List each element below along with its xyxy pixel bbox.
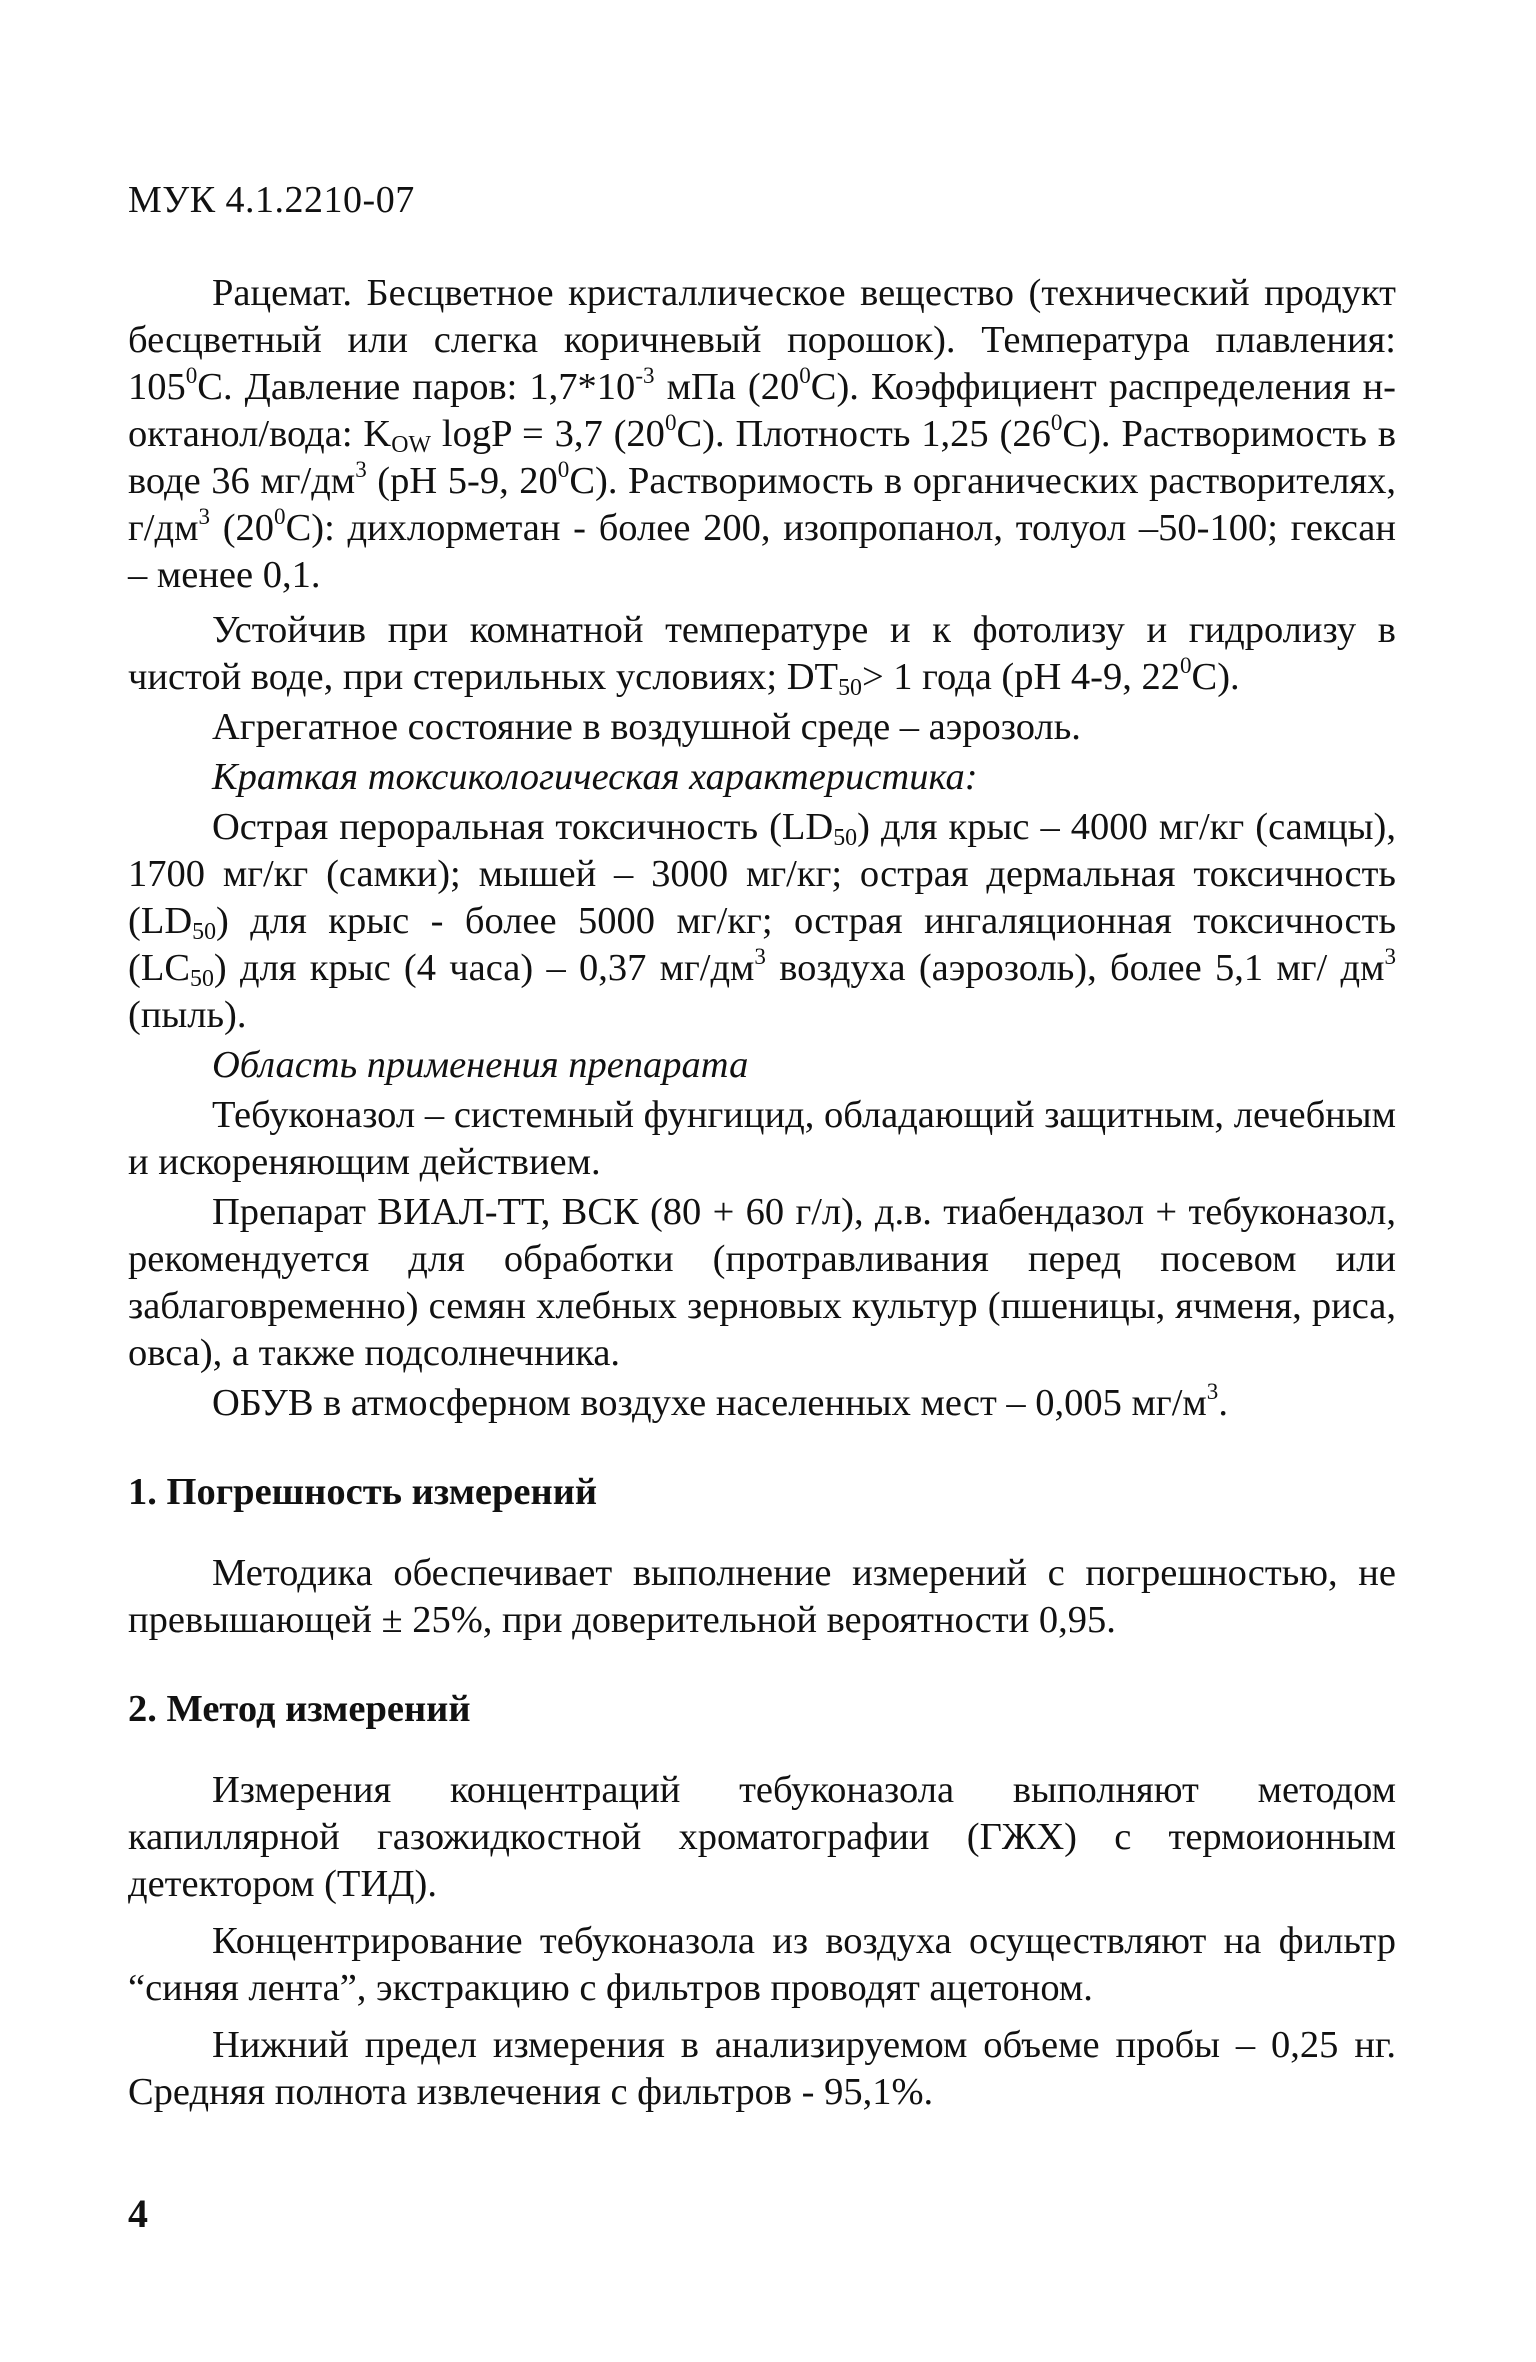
superscript: 3	[754, 942, 766, 969]
obuv-paragraph	[128, 1377, 1396, 1427]
stability-paragraph	[128, 607, 1396, 701]
superscript: 0	[557, 455, 570, 482]
superscript: 0	[664, 408, 677, 435]
text-run: logP = 3,7 (20	[430, 413, 665, 455]
fungicide-paragraph: Тебуконазол – системный фунгицид, обладающий защитным, лечебным и искореняющим действием.	[128, 1094, 1396, 1183]
superscript: 0	[1050, 408, 1063, 435]
superscript: 3	[1206, 1377, 1219, 1404]
subscript: 50	[838, 674, 862, 701]
text-run: С). Плотность 1,25 (26	[676, 413, 1051, 455]
superscript: 3	[1384, 942, 1396, 969]
text-run: С). Растворимость в органических растворителях, г/дм	[128, 460, 1396, 549]
document-body	[128, 270, 1396, 2119]
text-run: (пыль).	[128, 994, 247, 1036]
concentration-paragraph: Концентрирование тебуконазола из воздуха осуществляют на фильтр “синяя лента”, экстракцию с фильтров проводят ацетоном.	[128, 1920, 1396, 2009]
superscript: 3	[198, 502, 210, 529]
text-run: Устойчив при комнатной температуре и к фотолизу и гидролизу в чистой воде, при стерильных условиях; DT	[128, 609, 1396, 698]
text-run: ) для крыс - более 5000 мг/кг; острая ингаляционная токсичность (LC	[128, 900, 1396, 989]
properties-paragraph	[128, 270, 1396, 599]
subscript: 50	[192, 918, 217, 945]
text-run: мПа (20	[654, 366, 800, 408]
method-paragraph: Измерения концентраций тебуконазола выполняют методом капиллярной газожидкостной хроматографии (ГЖХ) с термоионным детектором (ТИД).	[128, 1769, 1396, 1905]
text-run: С): дихлорметан - более 200, изопропанол, толуол –50-100; гексан – менее 0,1.	[128, 507, 1397, 596]
text-run: .	[1218, 1382, 1228, 1424]
text-run: С). Растворимость в воде 36 мг/дм	[128, 413, 1397, 502]
text-run: ) для крыс – 4000 мг/кг (самцы), 1700 мг/кг (самки); мышей – 3000 мг/кг; острая дермальная токсичность (LD	[128, 806, 1396, 942]
text-run: воздуха (аэрозоль), более 5,1 мг/ дм	[765, 947, 1385, 989]
section-1-title: 1. Погрешность измерений	[128, 1471, 598, 1513]
superscript: -3	[635, 361, 655, 388]
superscript: 0	[1180, 651, 1192, 678]
text-run: > 1 года (pH 4-9, 22	[861, 656, 1180, 698]
superscript: 0	[799, 361, 811, 388]
text-run: (pH 5-9, 20	[366, 460, 558, 502]
preparation-paragraph: Препарат ВИАЛ-ТТ, ВСК (80 + 60 г/л), д.в. тиабендазол + тебуконазол, рекомендуется для обработки (протравливания перед посевом или заблаговременно) семян хлебных зерновых культур (пшеницы, ячменя, риса, овса), а также подсолнечника.	[128, 1191, 1396, 1374]
text-run: (20	[210, 507, 275, 549]
limit-paragraph: Нижний предел измерения в анализируемом объеме пробы – 0,25 нг. Средняя полнота извлечения с фильтров - 95,1%.	[128, 2024, 1396, 2113]
aggregate-state-paragraph: Агрегатное состояние в воздушной среде – аэрозоль.	[212, 706, 1081, 748]
subscript: OW	[391, 431, 431, 458]
text-run: С. Давление паров: 1,7*10	[197, 366, 636, 408]
superscript: 3	[355, 455, 367, 482]
text-run: Рацемат. Бесцветное кристаллическое вещество (технический продукт бесцветный или слегка коричневый порошок). Температура плавления: 105	[128, 272, 1396, 408]
text-run: ) для крыс (4 часа) – 0,37 мг/дм	[213, 947, 755, 989]
subscript: 50	[190, 965, 214, 992]
text-run: Острая пероральная токсичность (LD	[212, 806, 834, 848]
section-2-title: 2. Метод измерений	[128, 1688, 471, 1730]
superscript: 0	[185, 361, 198, 388]
subscript: 50	[833, 824, 858, 851]
error-paragraph: Методика обеспечивает выполнение измерений с погрешностью, не превышающей ± 25%, при доверительной вероятности 0,95.	[128, 1552, 1396, 1641]
text-run: С). Коэффициент распределения н-октанол/вода: K	[128, 366, 1396, 455]
document-header: МУК 4.1.2210-07	[128, 179, 415, 221]
toxicology-subheading: Краткая токсикологическая характеристика:	[212, 756, 978, 798]
superscript: 0	[274, 502, 286, 529]
page-number: 4	[128, 2191, 148, 2236]
text-run: ОБУВ в атмосферном воздухе населенных мест – 0,005 мг/м	[212, 1382, 1207, 1424]
text-run: С).	[1191, 656, 1240, 698]
toxicity-paragraph	[128, 804, 1396, 1039]
application-subheading: Область применения препарата	[212, 1044, 749, 1086]
